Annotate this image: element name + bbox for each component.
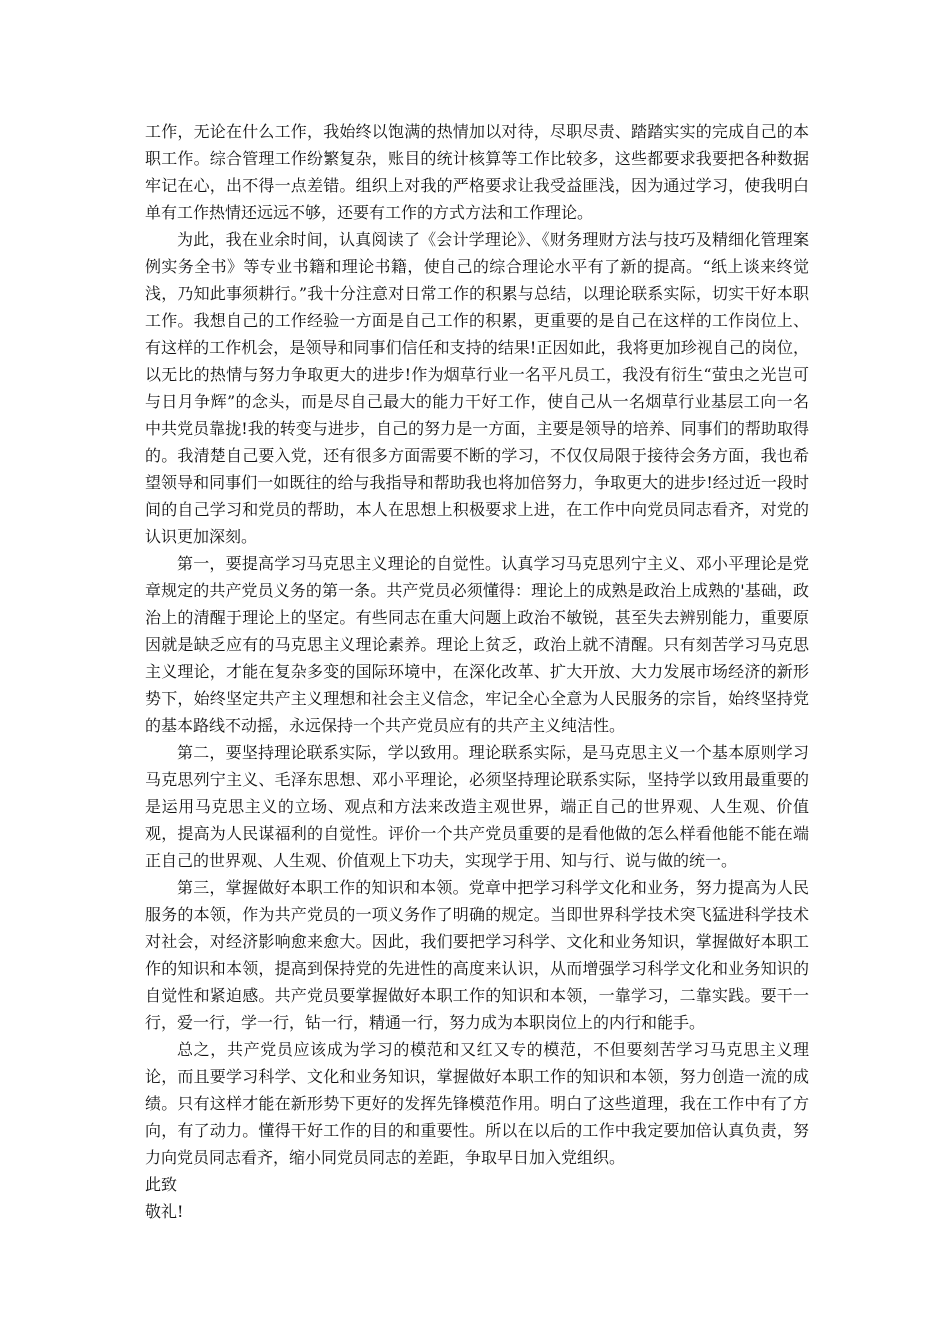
paragraph-second-point: 第二，要坚持理论联系实际，学以致用。理论联系实际，是马克思主义一个基本原则学习马克思列宁主义、毛泽东思想、邓小平理论，必须坚持理论联系实际，坚持学以致用最重要的是运用马克思主义的立场、观点和方法来改造主观世界，端正自己的世界观、人生观、价值观，提高为人民谋福利的自觉性。评价一个共产党员重要的是看他做的怎么样看他能不能在端正自己的世界观、人生观、价值观上下功夫，实现学于用、知与行、说与做的统一。 [145,743,809,870]
paragraph-conclusion: 总之，共产党员应该成为学习的模范和又红又专的模范，不但要刻苦学习马克思主义理论，而且要学习科学、文化和业务知识，掌握做好本职工作的知识和本领，努力创造一流的成绩。只有这样才能在新形势下更好的发挥先锋模范作用。明白了这些道理，我在工作中有了方向，有了动力。懂得干好工作的目的和重要性。所以在以后的工作中我定要加倍认真负责，努力向党员同志看齐，缩小同党员同志的差距，争取早日加入党组织。 [145,1040,809,1167]
closing-salutation: 此致 [145,1175,178,1194]
letter-body [145,118,809,1225]
paragraph-first-point: 第一，要提高学习马克思主义理论的自觉性。认真学习马克思列宁主义、邓小平理论是党章规定的共产党员义务的第一条。共产党员必须懂得：理论上的成熟是政治上成熟的'基础，政治上的清醒于理论上的坚定。有些同志在重大问题上政治不敏锐，甚至失去辨别能力，重要原因就是缺乏应有的马克思主义理论素养。理论上贫乏，政治上就不清醒。只有刻苦学习马克思主义理论，才能在复杂多变的国际环境中，在深化改革、扩大开放、大力发展市场经济的新形势下，始终坚定共产主义理想和社会主义信念，牢记全心全意为人民服务的宗旨，始终坚持党的基本路线不动摇，永远保持一个共产党员应有的共产主义纯洁性。 [145,554,809,735]
closing-regards: 敬礼! [145,1202,184,1221]
paragraph-intro: 工作，无论在什么工作，我始终以饱满的热情加以对待，尽职尽责、踏踏实实的完成自己的本职工作。综合管理工作纷繁复杂，账目的统计核算等工作比较多，这些都要求我要把各种数据牢记在心，出不得一点差错。组织上对我的严格要求让我受益匪浅，因为通过学习，使我明白单有工作热情还远远不够，还要有工作的方式方法和工作理论。 [145,122,809,222]
paragraph-study: 为此，我在业余时间，认真阅读了《会计学理论》、《财务理财方法与技巧及精细化管理案例实务全书》等专业书籍和理论书籍，使自己的综合理论水平有了新的提高。“纸上谈来终觉浅，乃知此事须耕行。”我十分注意对日常工作的积累与总结，以理论联系实际，切实干好本职工作。我想自己的工作经验一方面是自己工作的积累，更重要的是自己在这样的工作岗位上、有这样的工作机会，是领导和同事们信任和支持的结果!正因如此，我将更加珍视自己的岗位，以无比的热情与努力争取更大的进步!作为烟草行业一名平凡员工，我没有衍生“萤虫之光岂可与日月争辉”的念头，而是尽自己最大的能力干好工作，使自己从一名烟草行业基层工向一名中共党员靠拢!我的转变与进步，自己的努力是一方面，主要是领导的培养、同事们的帮助取得的。我清楚自己要入党，还有很多方面需要不断的学习，不仅仅局限于接待会务方面，我也希望领导和同事们一如既往的给与我指导和帮助我也将加倍努力，争取更大的进步!经过近一段时间的自己学习和党员的帮助，本人在思想上积极要求上进，在工作中向党员同志看齐，对党的认识更加深刻。 [145,230,809,546]
paragraph-third-point: 第三，掌握做好本职工作的知识和本领。党章中把学习科学文化和业务，努力提高为人民服务的本领，作为共产党员的一项义务作了明确的规定。当即世界科学技术突飞猛进科学技术对社会，对经济影响愈来愈大。因此，我们要把学习科学、文化和业务知识，掌握做好本职工作的知识和本领，提高到保持党的先进性的高度来认识，从而增强学习科学文化和业务知识的自觉性和紧迫感。共产党员要掌握做好本职工作的知识和本领，一靠学习，二靠实践。要干一行，爱一行，学一行，钻一行，精通一行，努力成为本职岗位上的内行和能手。 [145,878,809,1032]
